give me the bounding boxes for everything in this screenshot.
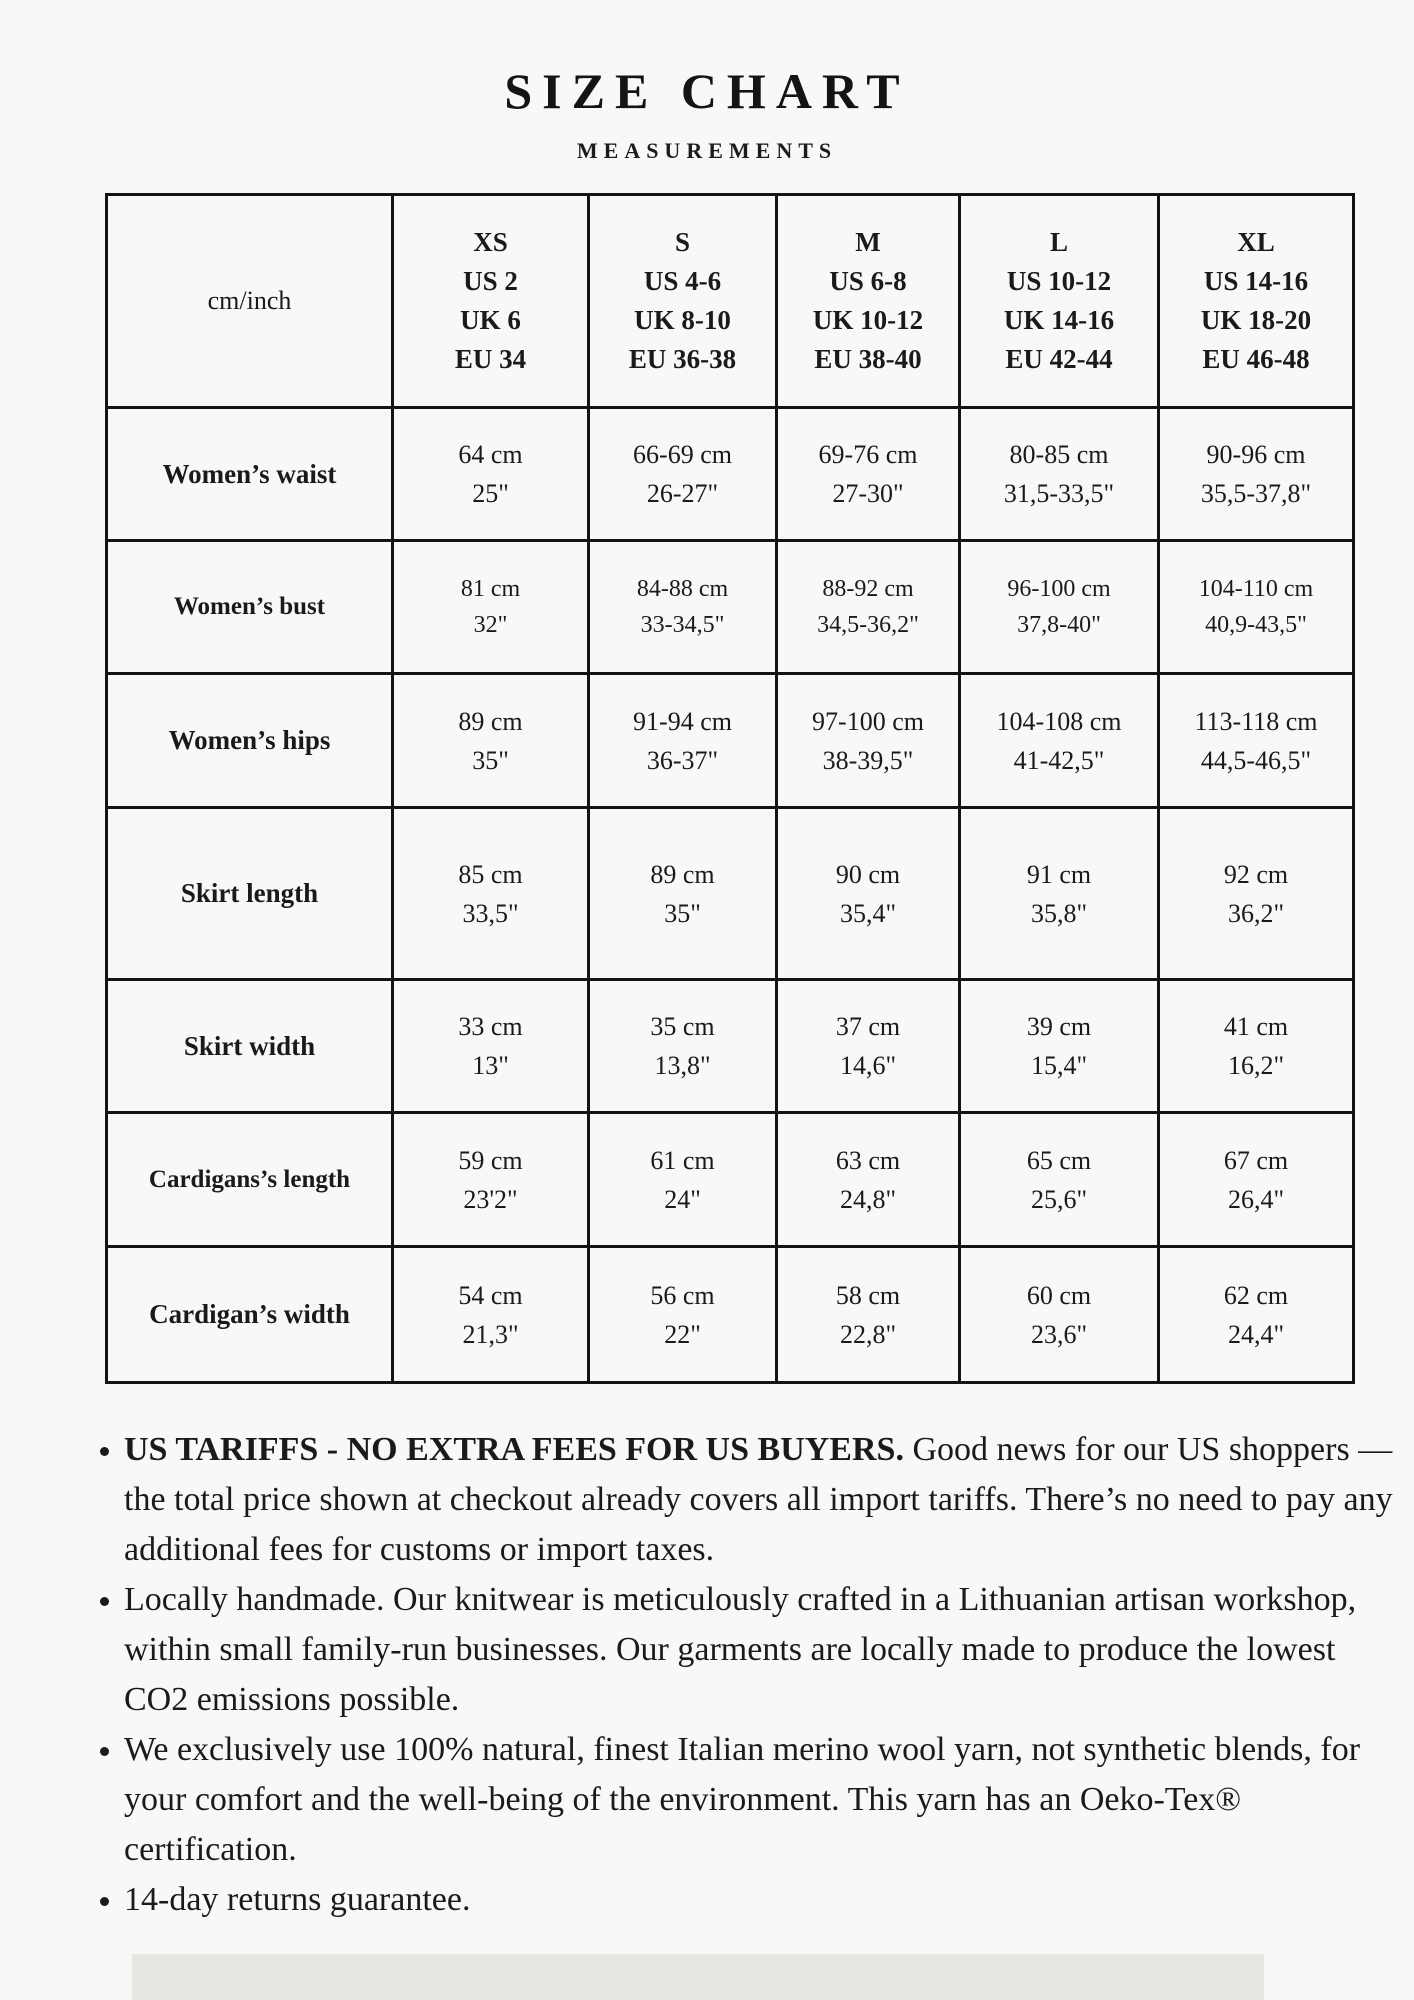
unit-label-cell: [107, 195, 393, 408]
cell-inch: 40,9-43,5": [1205, 612, 1307, 638]
cell-inch: 14,6": [839, 1051, 897, 1080]
table-cell: [777, 808, 960, 980]
cell-cm: 58 cm: [835, 1280, 901, 1310]
cell-cm: 104-108 cm: [996, 706, 1122, 736]
size-name: L: [1049, 227, 1068, 257]
table-cell: [589, 1247, 777, 1383]
size-name: M: [855, 227, 881, 257]
cell-cm: 80-85 cm: [1009, 440, 1109, 469]
notes-list: [78, 1425, 1404, 1925]
table-cell: [393, 541, 589, 674]
cell-cm: 89 cm: [458, 706, 523, 736]
cell-cm: 66-69 cm: [633, 440, 732, 469]
size-us: US 2: [463, 266, 518, 296]
table-cell: [589, 674, 777, 808]
row-label: Cardigans’s length: [107, 1113, 393, 1247]
table-cell: [393, 408, 589, 541]
cell-cm: 39 cm: [1026, 1012, 1092, 1041]
size-eu: EU 42-44: [1005, 344, 1113, 374]
cell-inch: 22": [664, 1319, 701, 1349]
cell-cm: 97-100 cm: [812, 706, 924, 736]
size-eu: EU 46-48: [1202, 344, 1310, 374]
table-cell: [1159, 980, 1354, 1113]
note-heading: US TARIFFS - NO EXTRA FEES FOR US BUYERS.: [124, 1431, 904, 1468]
cell-cm: 90 cm: [835, 859, 901, 889]
cell-inch: 13,8": [654, 1051, 711, 1080]
cell-inch: 36,2": [1227, 898, 1285, 928]
table-cell: [589, 980, 777, 1113]
table-cell: [777, 1113, 960, 1247]
cell-inch: 37,8-40": [1017, 612, 1101, 638]
cell-cm: 89 cm: [650, 859, 715, 889]
table-cell: [960, 1113, 1159, 1247]
list-item: [124, 1425, 1404, 1575]
table-cell: [960, 1247, 1159, 1383]
list-item: [124, 1725, 1404, 1875]
table-cell: [393, 980, 589, 1113]
size-eu: EU 36-38: [628, 344, 737, 374]
size-chart-table: [105, 193, 1355, 1384]
cell-inch: 32": [473, 612, 508, 638]
size-header-m: [777, 195, 960, 408]
cell-inch: 41-42,5": [1013, 745, 1105, 775]
cell-inch: 33-34,5": [640, 612, 725, 638]
row-label: Skirt width: [107, 980, 393, 1113]
cell-inch: 34,5-36,2": [817, 612, 919, 638]
unit-label: cm/inch: [207, 286, 292, 315]
cell-inch: 27-30": [832, 479, 904, 508]
size-header-s: [589, 195, 777, 408]
table-cell: [777, 541, 960, 674]
cell-inch: 23,6": [1030, 1319, 1088, 1349]
table-cell: [393, 1113, 589, 1247]
row-label: Women’s hips: [107, 674, 393, 808]
cell-cm: 84-88 cm: [636, 576, 729, 602]
cell-inch: 24,4": [1227, 1319, 1285, 1349]
size-name: XS: [473, 227, 508, 257]
cell-cm: 60 cm: [1026, 1280, 1092, 1310]
cell-cm: 91 cm: [1026, 859, 1092, 889]
cell-inch: 25": [472, 479, 509, 508]
cell-inch: 44,5-46,5": [1200, 745, 1312, 775]
table-cell: [589, 541, 777, 674]
cell-cm: 41 cm: [1223, 1012, 1289, 1041]
cell-cm: 56 cm: [650, 1280, 715, 1310]
table-row: [107, 674, 1354, 808]
size-uk: UK 18-20: [1200, 305, 1312, 335]
table-cell: [1159, 674, 1354, 808]
cell-inch: 21,3": [462, 1319, 519, 1349]
page-subtitle: MEASUREMENTS: [576, 138, 838, 163]
size-uk: UK 8-10: [634, 305, 731, 335]
table-cell: [393, 808, 589, 980]
cell-cm: 64 cm: [458, 440, 523, 469]
table-cell: [589, 808, 777, 980]
cell-cm: 61 cm: [650, 1145, 715, 1175]
table-cell: [777, 980, 960, 1113]
cell-cm: 33 cm: [458, 1012, 523, 1041]
cell-inch: 35": [472, 745, 509, 775]
cell-cm: 104-110 cm: [1198, 576, 1314, 602]
table-cell: [589, 1113, 777, 1247]
size-header-l: [960, 195, 1159, 408]
cell-inch: 36-37": [646, 745, 719, 775]
cell-inch: 33,5": [462, 898, 519, 928]
table-row: [107, 808, 1354, 980]
note-text: Good news for our US shoppers — the total price shown at checkout already covers all import tariffs. There’s no need to pay any additional fees for customs or import taxes.: [124, 1431, 1393, 1568]
list-item: [124, 1575, 1404, 1725]
cell-inch: 22,8": [839, 1319, 897, 1349]
cell-inch: 15,4": [1030, 1051, 1088, 1080]
table-cell: [960, 408, 1159, 541]
list-item: [124, 1875, 1404, 1925]
cell-cm: 92 cm: [1223, 859, 1289, 889]
cell-cm: 90-96 cm: [1206, 440, 1306, 469]
table-row: [107, 980, 1354, 1113]
page-title: SIZE CHART: [504, 63, 910, 119]
cell-inch: 24": [664, 1184, 701, 1214]
cell-inch: 26,4": [1227, 1184, 1285, 1214]
note-text: We exclusively use 100% natural, finest Italian merino wool yarn, not synthetic blends, for your comfort and the well-being of the environment. This yarn has an Oeko-Tex® certification.: [124, 1731, 1361, 1868]
table-row: [107, 541, 1354, 674]
cell-inch: 35": [664, 898, 701, 928]
cell-inch: 35,4": [839, 898, 897, 928]
cell-cm: 91-94 cm: [633, 706, 732, 736]
footer-panel: [132, 1954, 1264, 2000]
row-label: Women’s waist: [107, 408, 393, 541]
cell-cm: 63 cm: [835, 1145, 901, 1175]
row-label: Skirt length: [107, 808, 393, 980]
table-row: [107, 408, 1354, 541]
cell-cm: 81 cm: [460, 576, 521, 602]
cell-inch: 38-39,5": [822, 745, 914, 775]
table-cell: [777, 674, 960, 808]
table-cell: [777, 408, 960, 541]
cell-inch: 26-27": [646, 479, 719, 508]
cell-cm: 65 cm: [1026, 1145, 1092, 1175]
cell-inch: 23'2": [463, 1184, 518, 1214]
table-cell: [960, 541, 1159, 674]
cell-cm: 85 cm: [458, 859, 523, 889]
cell-inch: 31,5-33,5": [1003, 479, 1115, 508]
cell-cm: 96-100 cm: [1007, 576, 1111, 602]
table-cell: [393, 1247, 589, 1383]
size-name: XL: [1237, 227, 1275, 257]
size-header-xl: [1159, 195, 1354, 408]
cell-cm: 59 cm: [458, 1145, 523, 1175]
table-cell: [960, 980, 1159, 1113]
table-cell: [1159, 808, 1354, 980]
cell-cm: 62 cm: [1223, 1280, 1289, 1310]
table-cell: [960, 808, 1159, 980]
size-us: US 14-16: [1203, 266, 1309, 296]
row-label: Cardigan’s width: [107, 1247, 393, 1383]
note-text: Locally handmade. Our knitwear is meticulously crafted in a Lithuanian artisan workshop, within small family-run businesses. Our garments are locally made to produce the lowest CO2 emissions possible.: [124, 1581, 1357, 1718]
cell-inch: 35,5-37,8": [1200, 479, 1312, 508]
table-cell: [1159, 541, 1354, 674]
cell-inch: 35,8": [1030, 898, 1088, 928]
note-text: 14-day returns guarantee.: [124, 1881, 471, 1918]
cell-cm: 69-76 cm: [818, 440, 918, 469]
table-row: [107, 1247, 1354, 1383]
table-cell: [393, 674, 589, 808]
table-cell: [777, 1247, 960, 1383]
size-us: US 6-8: [829, 266, 907, 296]
table-row: [107, 1113, 1354, 1247]
cell-inch: 16,2": [1227, 1051, 1285, 1080]
row-label: Women’s bust: [107, 541, 393, 674]
size-uk: UK 10-12: [812, 305, 924, 335]
cell-cm: 37 cm: [835, 1012, 901, 1041]
size-us: US 10-12: [1006, 266, 1112, 296]
size-eu: EU 38-40: [814, 344, 922, 374]
size-uk: UK 14-16: [1003, 305, 1115, 335]
table-cell: [589, 408, 777, 541]
cell-cm: 113-118 cm: [1194, 706, 1318, 736]
size-uk: UK 6: [460, 305, 521, 335]
cell-cm: 35 cm: [650, 1012, 715, 1041]
cell-cm: 88-92 cm: [822, 576, 914, 602]
size-eu: EU 34: [454, 344, 527, 374]
table-cell: [960, 674, 1159, 808]
table-cell: [1159, 1113, 1354, 1247]
table-cell: [1159, 1247, 1354, 1383]
size-name: S: [674, 227, 691, 257]
table-header-row: [107, 195, 1354, 408]
cell-cm: 54 cm: [458, 1280, 523, 1310]
cell-cm: 67 cm: [1223, 1145, 1289, 1175]
cell-inch: 25,6": [1030, 1184, 1088, 1214]
size-header-xs: [393, 195, 589, 408]
cell-inch: 24,8": [839, 1184, 897, 1214]
size-us: US 4-6: [643, 266, 722, 296]
cell-inch: 13": [472, 1051, 509, 1080]
table-cell: [1159, 408, 1354, 541]
